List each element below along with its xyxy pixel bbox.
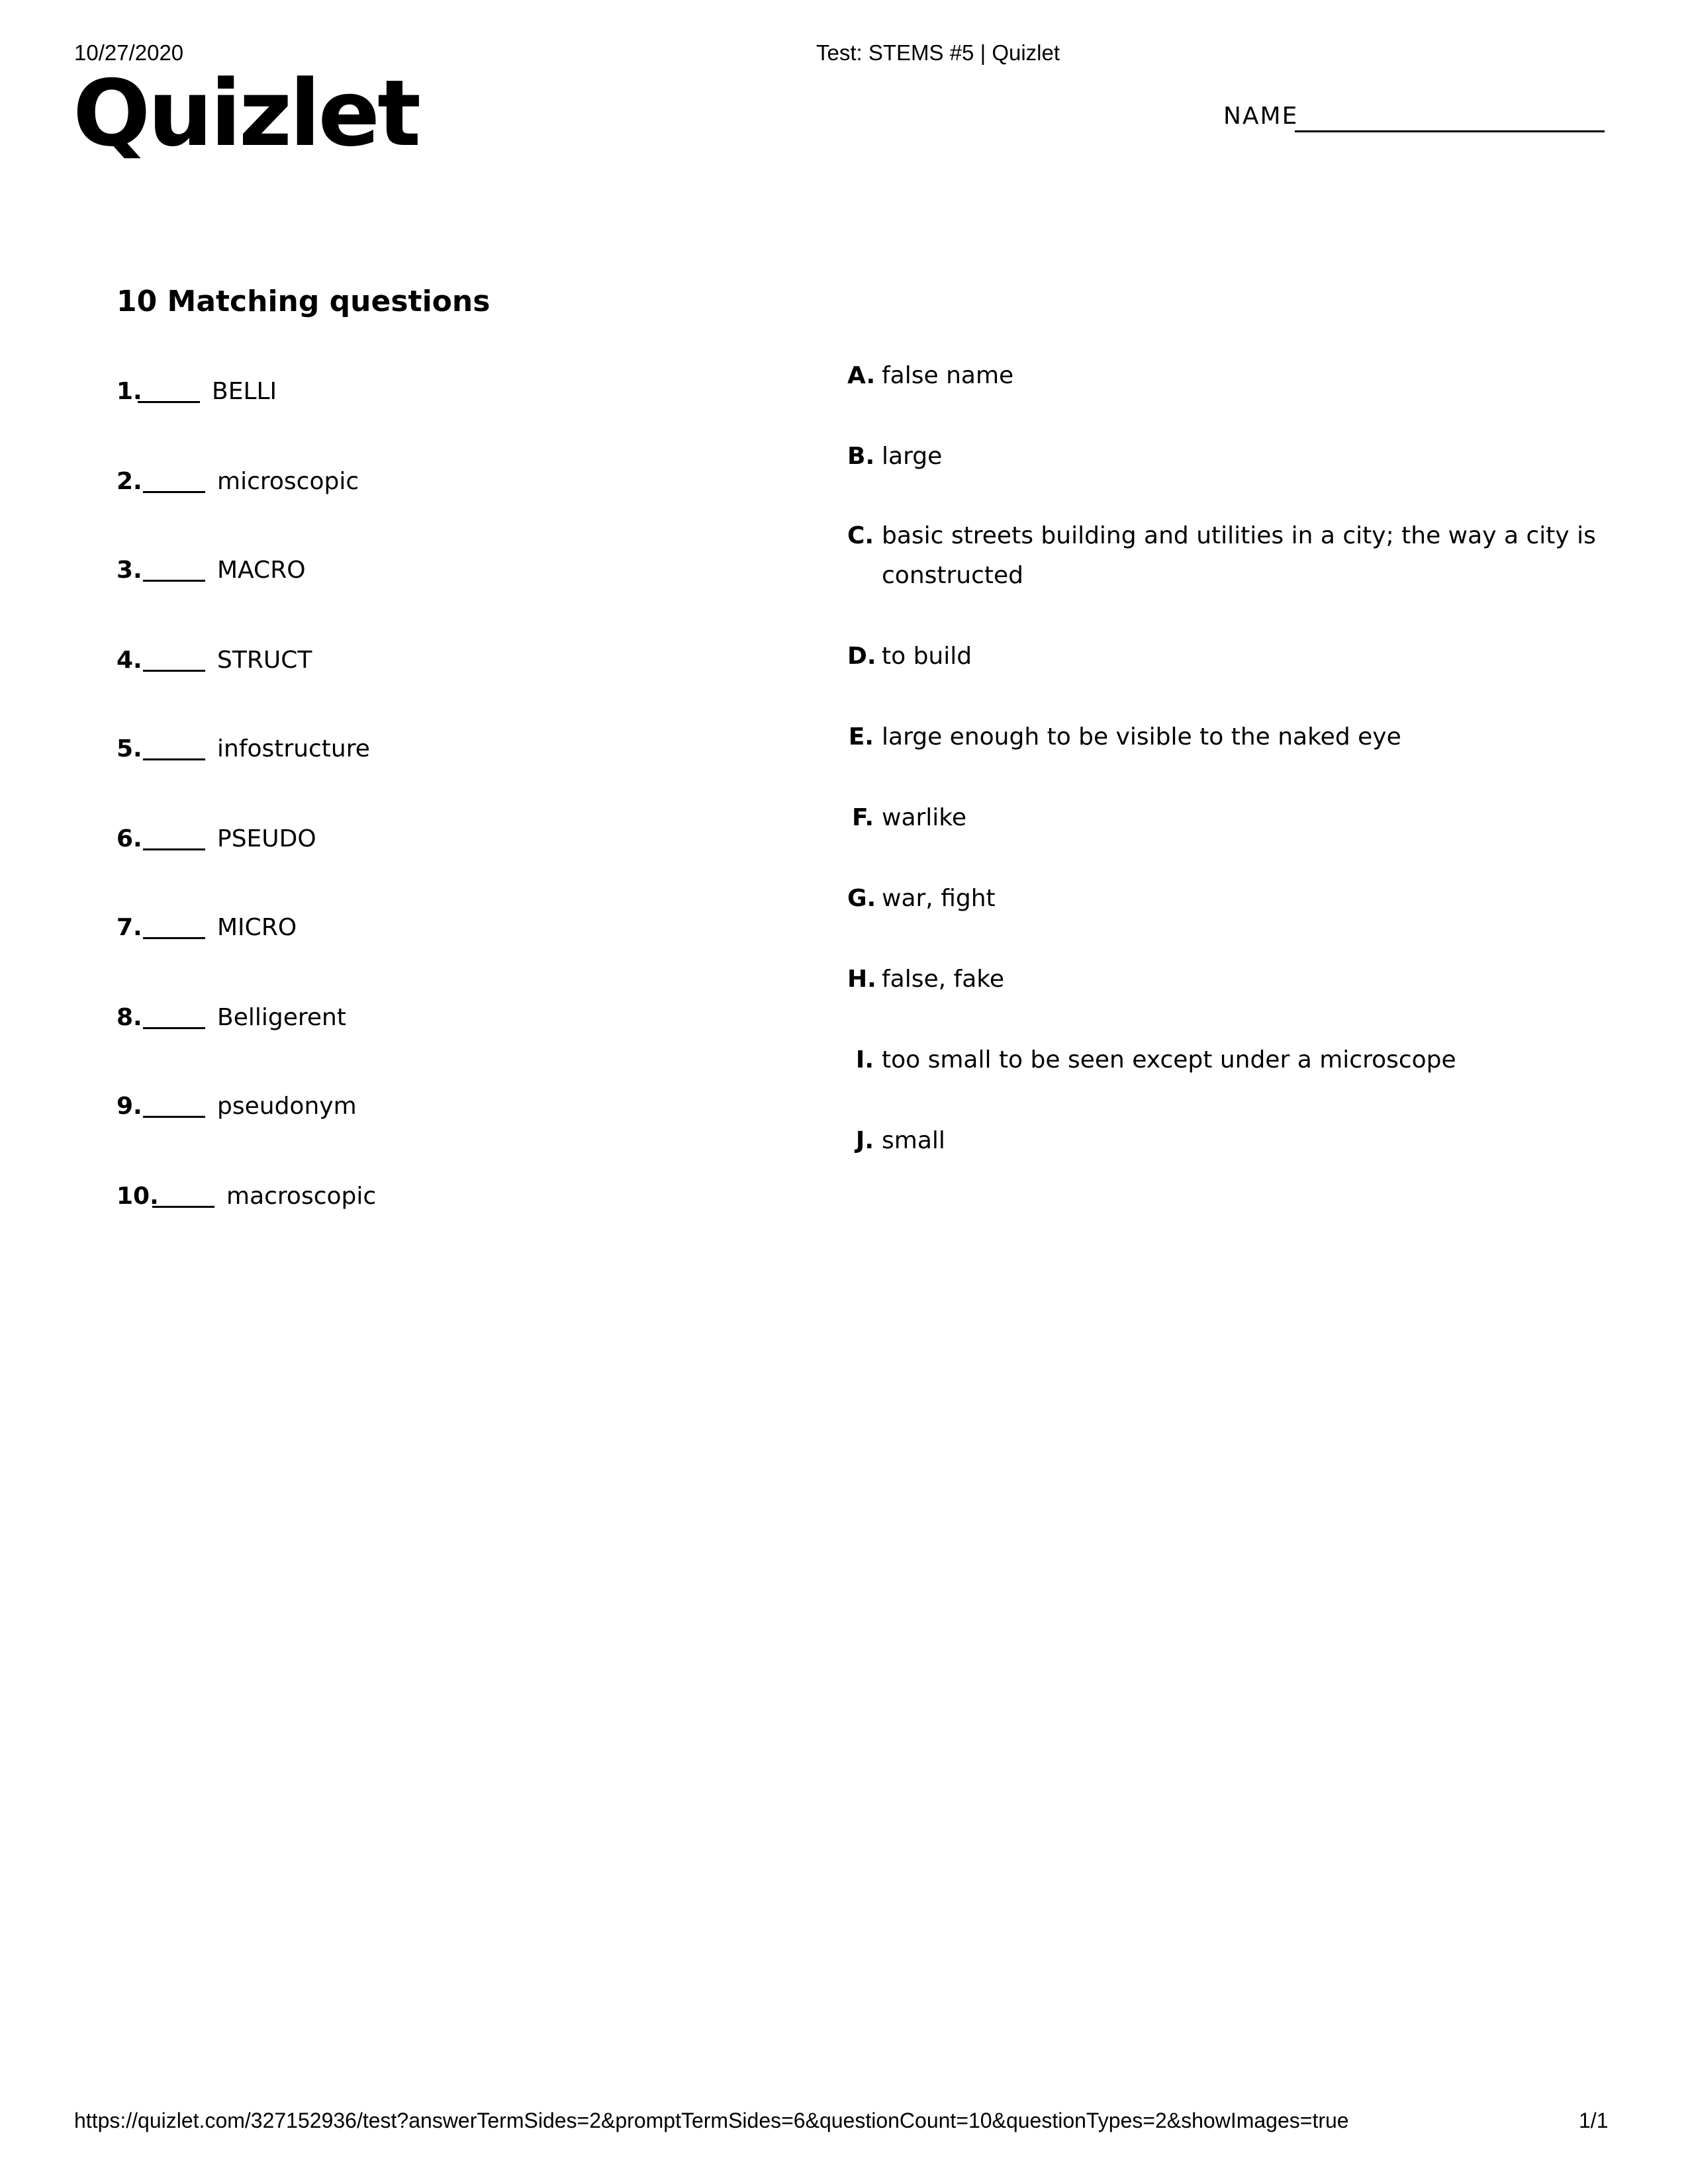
quizlet-logo: Quizlet bbox=[73, 60, 419, 167]
answer-text: war, fight bbox=[882, 885, 996, 912]
answer-blank[interactable] bbox=[143, 580, 205, 582]
footer-page-number: 1/1 bbox=[1579, 2109, 1609, 2132]
answer-blank[interactable] bbox=[143, 848, 205, 850]
question-number: 5. bbox=[117, 735, 142, 762]
question-term: infostructure bbox=[217, 735, 370, 762]
answer-letter: I. bbox=[855, 1046, 874, 1073]
question-number: 10. bbox=[117, 1183, 159, 1210]
answer-blank[interactable] bbox=[152, 1206, 214, 1208]
answer-letter: G. bbox=[847, 885, 876, 912]
print-date: 10/27/2020 bbox=[74, 40, 184, 65]
question-term: macroscopic bbox=[226, 1183, 377, 1210]
question-term: PSEUDO bbox=[217, 825, 316, 852]
answer-blank[interactable] bbox=[143, 758, 205, 760]
question-number: 3. bbox=[117, 557, 142, 584]
answer-text: large enough to be visible to the naked eye bbox=[882, 723, 1401, 751]
print-page-title: Test: STEMS #5 | Quizlet bbox=[816, 40, 1060, 65]
question-term: MICRO bbox=[217, 914, 297, 941]
question-term: pseudonym bbox=[217, 1093, 357, 1120]
section-title: 10 Matching questions bbox=[117, 285, 491, 318]
answer-text: warlike bbox=[882, 804, 967, 831]
name-field[interactable] bbox=[1223, 101, 1607, 135]
answer-letter: A. bbox=[847, 362, 876, 389]
question-number: 7. bbox=[117, 914, 142, 941]
footer-url: https://quizlet.com/327152936/test?answerTermSides=2&promptTermSides=6&questionCount=10&questionTypes=2&showImages=true bbox=[74, 2109, 1349, 2132]
answer-blank[interactable] bbox=[143, 491, 205, 493]
question-term: microscopic bbox=[217, 468, 359, 495]
answer-text: small bbox=[882, 1127, 945, 1154]
answer-text: false name bbox=[882, 362, 1014, 389]
question-number: 2. bbox=[117, 468, 142, 495]
answer-letter: F. bbox=[852, 804, 874, 831]
answer-text: to build bbox=[882, 643, 972, 670]
answer-text: basic streets building and utilities in a city; the way a city is constructed bbox=[882, 522, 1596, 589]
question-number: 6. bbox=[117, 825, 142, 852]
answer-letter: B. bbox=[847, 443, 875, 470]
answer-blank[interactable] bbox=[143, 670, 205, 672]
name-label: NAME bbox=[1223, 103, 1299, 130]
answer-blank[interactable] bbox=[143, 1027, 205, 1029]
question-term: BELLI bbox=[212, 378, 277, 405]
answer-letter: E. bbox=[848, 723, 874, 751]
question-number: 1. bbox=[117, 378, 142, 405]
answer-text: too small to be seen except under a microscope bbox=[882, 1046, 1456, 1073]
answer-letter: D. bbox=[847, 643, 876, 670]
question-term: MACRO bbox=[217, 557, 306, 584]
answer-letter: C. bbox=[847, 522, 874, 549]
answer-letter: J. bbox=[855, 1127, 874, 1154]
question-number: 8. bbox=[117, 1004, 142, 1031]
answer-blank[interactable] bbox=[143, 937, 205, 939]
answer-text: large bbox=[882, 443, 943, 470]
question-term: Belligerent bbox=[217, 1004, 346, 1031]
question-number: 9. bbox=[117, 1093, 142, 1120]
question-number: 4. bbox=[117, 647, 142, 674]
answer-letter: H. bbox=[847, 966, 876, 993]
answer-blank[interactable] bbox=[143, 1116, 205, 1118]
question-term: STRUCT bbox=[217, 647, 312, 674]
name-blank-line[interactable] bbox=[1295, 130, 1605, 132]
answer-text: false, fake bbox=[882, 966, 1004, 993]
answer-blank[interactable] bbox=[138, 401, 200, 403]
